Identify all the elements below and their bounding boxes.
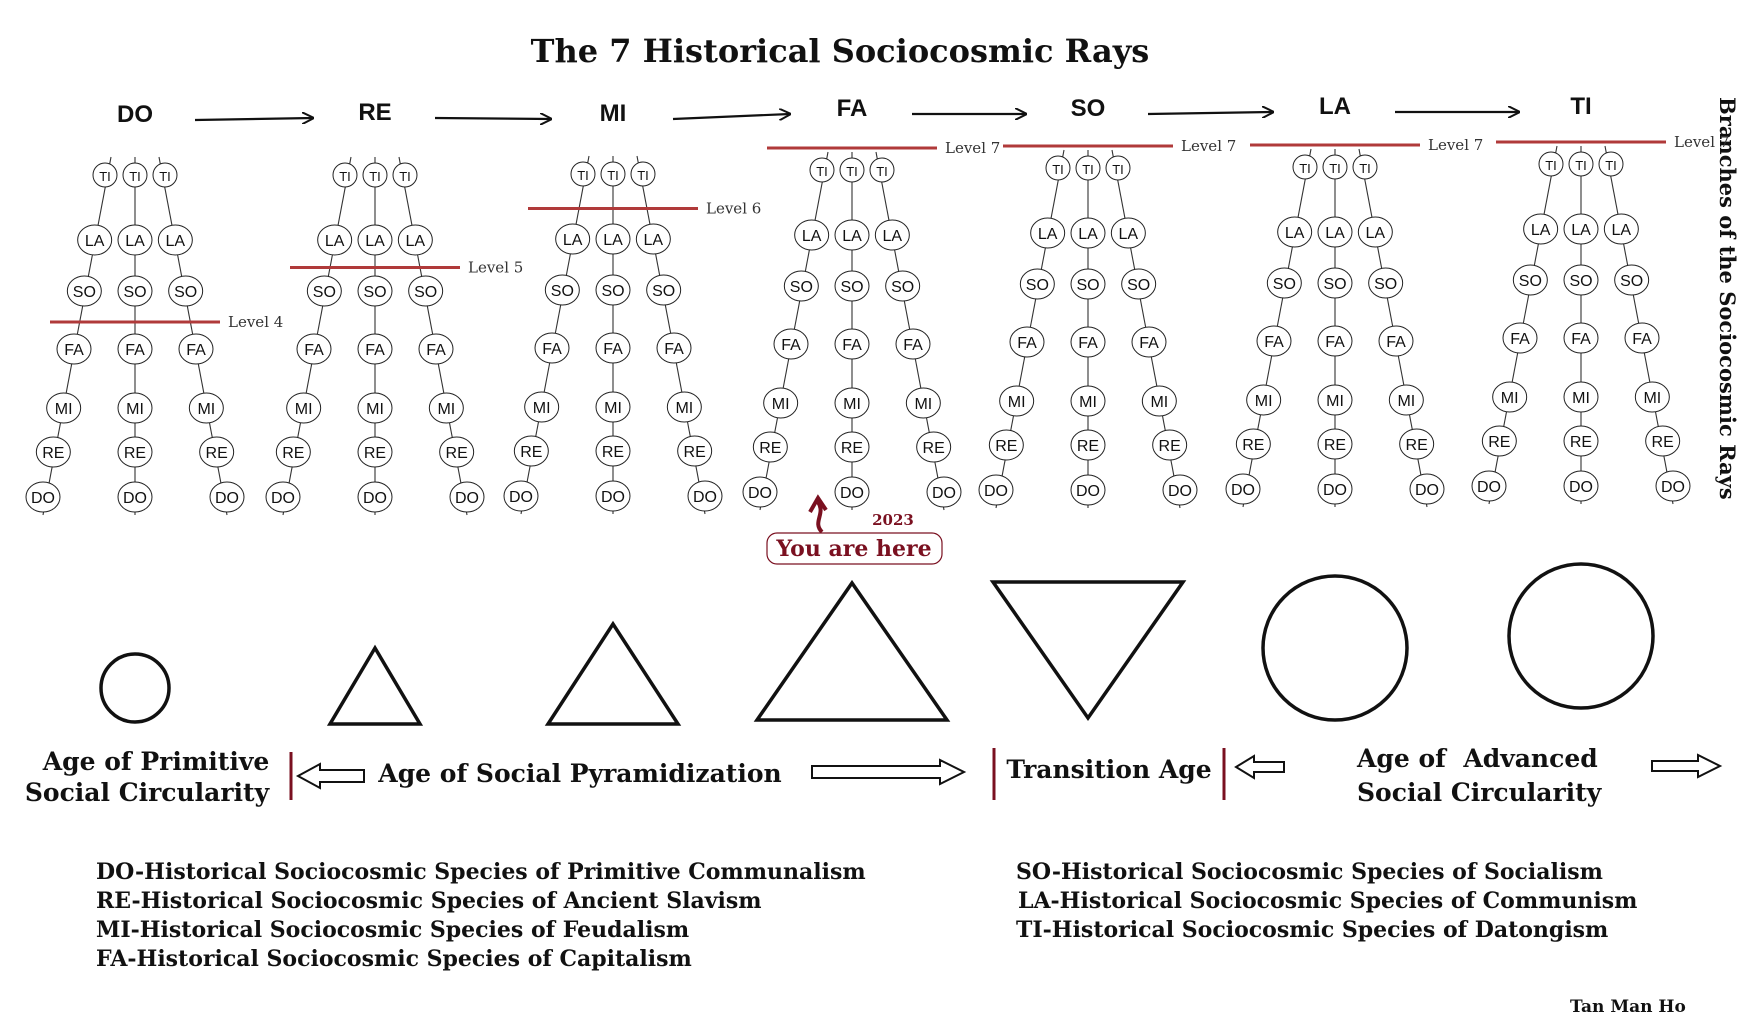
ray-trees: [26, 133, 1729, 515]
note-label: RE: [1569, 434, 1593, 451]
note-label: RE: [840, 440, 864, 457]
level-label-mi: Level 6: [706, 199, 762, 218]
note-label: LA: [125, 233, 145, 250]
ray-arrow-1: [195, 118, 313, 120]
note-label: SO: [174, 284, 198, 301]
level-label-fa: Level 7: [945, 139, 1001, 157]
legend-item-fa: FA-Historical Sociocosmic Species of Capitalism: [96, 946, 692, 972]
note-label: RE: [759, 440, 782, 457]
ray-tree-re: [266, 157, 523, 515]
you-are-here-marker: [767, 498, 942, 564]
age-primitive-line2: Social Circularity: [24, 778, 270, 807]
note-label: LA: [882, 228, 903, 245]
note-label: TI: [1545, 158, 1557, 173]
level-label-re: Level 5: [468, 258, 524, 277]
note-label: SO: [1076, 277, 1100, 294]
note-label: LA: [1365, 225, 1386, 242]
note-label: DO: [932, 485, 956, 502]
note-label: TI: [1299, 161, 1311, 176]
author-credit: Tan Man Ho: [1570, 997, 1686, 1017]
note-label: TI: [339, 169, 351, 184]
ray-header-do: DO: [117, 101, 153, 128]
note-label: RE: [520, 444, 543, 461]
hollow-arrow-right-icon: [812, 760, 964, 784]
note-label: RE: [1076, 438, 1100, 455]
note-label: LA: [801, 228, 822, 245]
age-primitive-line1: Age of Primitive: [42, 747, 270, 776]
note-label: RE: [1405, 437, 1428, 454]
note-label: RE: [1323, 437, 1347, 454]
note-label: MI: [437, 401, 456, 418]
ray-tree-fa: [743, 139, 1000, 510]
note-label: TI: [399, 169, 411, 184]
note-label: LA: [562, 232, 583, 249]
note-label: RE: [363, 445, 387, 462]
ray-tree-so: [979, 137, 1236, 508]
note-label: DO: [271, 490, 295, 507]
note-label: FA: [903, 337, 923, 354]
note-label: TI: [1082, 162, 1094, 177]
note-label: FA: [542, 341, 562, 358]
level-label-so: Level 7: [1181, 137, 1237, 155]
note-label: MI: [366, 401, 384, 418]
note-label: SO: [1272, 276, 1296, 293]
note-label: MI: [771, 396, 790, 413]
note-label: LA: [1571, 222, 1591, 239]
legend-item-so: SO-Historical Sociocosmic Species of Socialism: [1016, 859, 1603, 885]
note-label: DO: [748, 485, 772, 502]
note-label: LA: [842, 228, 862, 245]
note-label: DO: [1168, 483, 1192, 500]
ray-header-mi: MI: [599, 100, 627, 127]
note-label: RE: [995, 438, 1018, 455]
age-pyramidization: Age of Social Pyramidization: [378, 759, 782, 788]
note-label: RE: [922, 440, 945, 457]
note-label: DO: [693, 489, 717, 506]
note-label: RE: [601, 444, 625, 461]
note-label: RE: [445, 445, 468, 462]
note-label: LA: [1078, 226, 1098, 243]
ray-tree-ti: [1472, 133, 1729, 504]
note-label: SO: [789, 279, 813, 296]
hollow-arrow-right-icon-2: [1652, 755, 1720, 777]
note-label: TI: [99, 169, 111, 184]
note-label: SO: [72, 284, 96, 301]
note-label: RE: [42, 445, 65, 462]
note-label: LA: [405, 233, 426, 250]
note-label: LA: [365, 233, 385, 250]
note-label: RE: [1242, 437, 1265, 454]
note-label: FA: [365, 342, 385, 359]
note-label: SO: [123, 284, 147, 301]
note-label: LA: [1530, 222, 1551, 239]
page-title: The 7 Historical Sociocosmic Rays: [530, 32, 1150, 70]
legend-item-do: DO-Historical Sociocosmic Species of Primitive Communalism: [96, 859, 866, 885]
ray-arrow-3: [673, 114, 790, 119]
note-label: TI: [1359, 161, 1371, 176]
note-label: DO: [601, 489, 625, 506]
note-label: TI: [1112, 162, 1124, 177]
note-label: SO: [1025, 277, 1049, 294]
note-label: SO: [414, 284, 438, 301]
ray-arrow-5: [1148, 112, 1273, 114]
note-label: DO: [509, 489, 533, 506]
note-label: LA: [1037, 226, 1058, 243]
note-label: DO: [455, 490, 479, 507]
note-label: MI: [532, 400, 551, 417]
note-label: FA: [664, 341, 684, 358]
note-label: RE: [1158, 438, 1181, 455]
note-label: TI: [1329, 161, 1341, 176]
note-label: FA: [1017, 335, 1037, 352]
note-label: RE: [282, 445, 305, 462]
note-label: MI: [294, 401, 313, 418]
shape-mi: [548, 624, 678, 724]
level-label-ti: Level 7: [1674, 133, 1730, 151]
legend-item-mi: MI-Historical Sociocosmic Species of Feudalism: [96, 917, 690, 943]
note-label: MI: [1254, 393, 1273, 410]
age-transition: Transition Age: [1006, 755, 1212, 784]
note-label: DO: [1477, 479, 1501, 496]
note-label: TI: [1052, 162, 1064, 177]
note-label: RE: [123, 445, 147, 462]
legend-item-re: RE-Historical Sociocosmic Species of Ancient Slavism: [96, 888, 762, 914]
note-label: SO: [840, 279, 864, 296]
note-label: SO: [601, 283, 625, 300]
legend-right: [1016, 859, 1637, 943]
note-label: FA: [125, 342, 145, 359]
note-label: MI: [1572, 390, 1590, 407]
note-label: MI: [126, 401, 144, 418]
legend-item-la: LA-Historical Sociocosmic Species of Communism: [1018, 888, 1638, 914]
note-label: DO: [123, 490, 147, 507]
note-label: MI: [1643, 390, 1662, 407]
note-label: DO: [1076, 483, 1100, 500]
shape-la: [1263, 576, 1407, 720]
note-label: DO: [215, 490, 239, 507]
note-label: MI: [54, 401, 73, 418]
level-label-do: Level 4: [228, 313, 284, 331]
note-label: SO: [1620, 273, 1644, 290]
note-label: LA: [1611, 222, 1632, 239]
note-label: MI: [843, 396, 861, 413]
note-label: TI: [577, 168, 589, 183]
note-label: FA: [1510, 331, 1530, 348]
note-label: SO: [1518, 273, 1542, 290]
note-label: MI: [1500, 390, 1519, 407]
ray-tree-do: [26, 157, 283, 515]
note-label: TI: [816, 164, 828, 179]
note-label: MI: [1007, 394, 1026, 411]
note-label: TI: [846, 164, 858, 179]
note-label: SO: [550, 283, 574, 300]
note-label: FA: [1386, 334, 1406, 351]
note-label: TI: [1575, 158, 1587, 173]
note-label: LA: [324, 233, 345, 250]
note-label: FA: [426, 342, 446, 359]
you-are-here-label: You are here: [776, 536, 932, 562]
note-label: RE: [1488, 434, 1511, 451]
note-label: TI: [369, 169, 381, 184]
note-label: LA: [165, 233, 186, 250]
note-label: DO: [984, 483, 1008, 500]
note-label: SO: [1569, 273, 1593, 290]
side-label: Branches of the Sociocosmic Rays: [1715, 97, 1740, 500]
note-label: FA: [1264, 334, 1284, 351]
age-advanced-line2: Social Circularity: [1357, 778, 1602, 807]
note-label: TI: [876, 164, 888, 179]
note-label: TI: [637, 168, 649, 183]
hollow-arrow-left-icon-2: [1236, 756, 1284, 778]
note-label: FA: [1139, 335, 1159, 352]
note-label: MI: [1397, 393, 1416, 410]
note-label: FA: [842, 337, 862, 354]
note-label: DO: [1415, 482, 1439, 499]
note-label: SO: [891, 279, 915, 296]
shape-so: [993, 582, 1183, 718]
note-label: RE: [205, 445, 228, 462]
note-label: LA: [1325, 225, 1345, 242]
note-label: RE: [683, 444, 706, 461]
note-label: MI: [914, 396, 933, 413]
note-label: MI: [1326, 393, 1344, 410]
ray-tree-la: [1226, 136, 1483, 507]
shape-re: [330, 648, 420, 724]
shape-fa: [757, 583, 947, 720]
you-are-here-year: 2023: [872, 511, 914, 529]
note-label: FA: [1325, 334, 1345, 351]
note-label: FA: [1078, 335, 1098, 352]
note-label: RE: [1651, 434, 1674, 451]
note-label: FA: [64, 342, 84, 359]
note-label: LA: [84, 233, 105, 250]
note-label: DO: [31, 490, 55, 507]
ray-header-fa: FA: [836, 95, 868, 122]
ray-headers: [117, 93, 1592, 128]
note-label: MI: [675, 400, 694, 417]
note-label: DO: [1661, 479, 1685, 496]
note-label: SO: [363, 284, 387, 301]
legend-left: [96, 859, 866, 972]
legend-item-ti: TI-Historical Sociocosmic Species of Datongism: [1016, 917, 1609, 943]
note-label: TI: [607, 168, 619, 183]
note-label: DO: [363, 490, 387, 507]
note-label: LA: [1118, 226, 1139, 243]
note-label: DO: [1231, 482, 1255, 499]
note-label: MI: [1079, 394, 1097, 411]
note-label: FA: [603, 341, 623, 358]
note-label: FA: [1571, 331, 1591, 348]
note-label: TI: [129, 169, 141, 184]
note-label: SO: [312, 284, 336, 301]
ages-row: [25, 744, 1720, 807]
ray-header-ti: TI: [1570, 93, 1592, 120]
ray-header-la: LA: [1319, 93, 1351, 120]
note-label: TI: [159, 169, 171, 184]
level-label-la: Level 7: [1428, 136, 1484, 154]
ray-header-re: RE: [358, 99, 392, 126]
age-advanced-line1: Age of Advanced: [1357, 744, 1598, 773]
ray-shapes: [101, 564, 1653, 724]
note-label: MI: [197, 401, 216, 418]
note-label: FA: [1632, 331, 1652, 348]
ray-arrow-2: [435, 118, 551, 119]
note-label: FA: [186, 342, 206, 359]
note-label: SO: [652, 283, 676, 300]
note-label: MI: [604, 400, 622, 417]
note-label: LA: [603, 232, 623, 249]
note-label: LA: [643, 232, 664, 249]
note-label: DO: [1323, 482, 1347, 499]
ray-tree-mi: [504, 156, 761, 514]
ray-header-so: SO: [1070, 95, 1106, 122]
note-label: SO: [1127, 277, 1151, 294]
note-label: DO: [840, 485, 864, 502]
shape-do: [101, 654, 169, 722]
note-label: FA: [304, 342, 324, 359]
note-label: MI: [1150, 394, 1169, 411]
note-label: SO: [1374, 276, 1398, 293]
note-label: LA: [1284, 225, 1305, 242]
note-label: TI: [1605, 158, 1617, 173]
shape-ti: [1509, 564, 1653, 708]
note-label: FA: [781, 337, 801, 354]
note-label: SO: [1323, 276, 1347, 293]
note-label: DO: [1569, 479, 1593, 496]
hollow-arrow-left-icon: [298, 764, 364, 788]
